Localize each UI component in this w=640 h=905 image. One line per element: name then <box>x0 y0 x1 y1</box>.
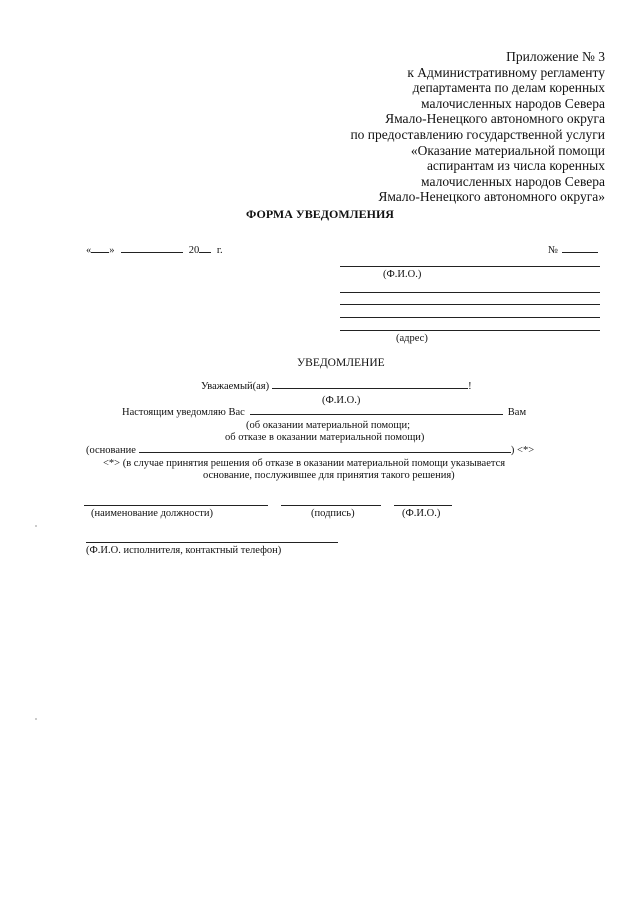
greeting-text: Уважаемый(ая) <box>201 381 270 392</box>
inform-blank <box>250 414 503 415</box>
month-blank <box>121 252 183 253</box>
appendix-line: Ямало-Ненецкого автономного округа» <box>378 189 605 205</box>
inform-row <box>122 408 526 419</box>
executor-line <box>86 542 338 543</box>
recipient-fio-caption: (Ф.И.О.) <box>383 269 422 280</box>
scan-speck <box>35 718 37 720</box>
appendix-line: департамента по делам коренных <box>412 80 605 96</box>
recipient-address-caption: (адрес) <box>396 333 428 344</box>
year-prefix: 20 <box>188 245 200 256</box>
appendix-block <box>350 49 605 205</box>
appendix-line: малочисленных народов Севера <box>421 95 605 111</box>
signature-line <box>281 505 381 506</box>
executor-caption: (Ф.И.О. исполнителя, контактный телефон) <box>86 545 282 556</box>
number-blank <box>562 252 598 253</box>
greeting-fio-blank <box>272 388 468 389</box>
appendix-line: малочисленных народов Севера <box>421 173 605 189</box>
number-label: № <box>548 245 559 256</box>
greeting-end: ! <box>468 381 472 392</box>
footnote-line: <*> (в случае принятия решения об отказе в оказании материальной помощи указывается <box>103 458 506 469</box>
quote-open: « <box>86 245 92 256</box>
option-1: (об оказании материальной помощи; <box>246 420 411 431</box>
appendix-line: по предоставлению государственной услуги <box>350 126 605 142</box>
inform-end: Вам <box>507 407 527 418</box>
basis-start: (основание <box>86 445 136 456</box>
greeting-row <box>201 382 472 393</box>
basis-end: ) <*> <box>510 445 535 456</box>
quote-close: » <box>109 245 115 256</box>
year-blank <box>199 252 211 253</box>
option-2: об отказе в оказании материальной помощи) <box>225 432 425 443</box>
notice-title: УВЕДОМЛЕНИЕ <box>297 357 385 369</box>
recipient-address-line <box>340 317 600 318</box>
basis-blank <box>139 452 511 453</box>
signature-caption: (подпись) <box>311 508 355 519</box>
footnote-line: основание, послужившее для принятия такого решения) <box>203 470 455 481</box>
scan-speck <box>35 525 37 527</box>
recipient-fio-line <box>340 266 600 267</box>
position-line <box>84 505 268 506</box>
signature-fio-caption: (Ф.И.О.) <box>402 508 441 519</box>
signature-fio-line <box>394 505 452 506</box>
recipient-address-line <box>340 330 600 331</box>
position-caption: (наименование должности) <box>91 508 214 519</box>
recipient-address-line <box>340 292 600 293</box>
appendix-line: к Административному регламенту <box>407 64 605 80</box>
recipient-address-line <box>340 304 600 305</box>
appendix-line: Приложение № 3 <box>506 49 605 64</box>
appendix-line: «Оказание материальной помощи <box>410 142 605 158</box>
basis-row <box>86 446 534 457</box>
inform-start: Настоящим уведомляю Вас <box>122 407 245 418</box>
appendix-line: аспирантам из числа коренных <box>426 158 605 174</box>
form-title: ФОРМА УВЕДОМЛЕНИЯ <box>246 207 394 221</box>
number-field <box>548 246 598 257</box>
appendix-line: Ямало-Ненецкого автономного округа <box>385 111 605 127</box>
day-blank <box>91 252 109 253</box>
year-suffix: г. <box>216 245 223 256</box>
greeting-fio-caption: (Ф.И.О.) <box>322 395 361 406</box>
date-field <box>86 246 223 257</box>
